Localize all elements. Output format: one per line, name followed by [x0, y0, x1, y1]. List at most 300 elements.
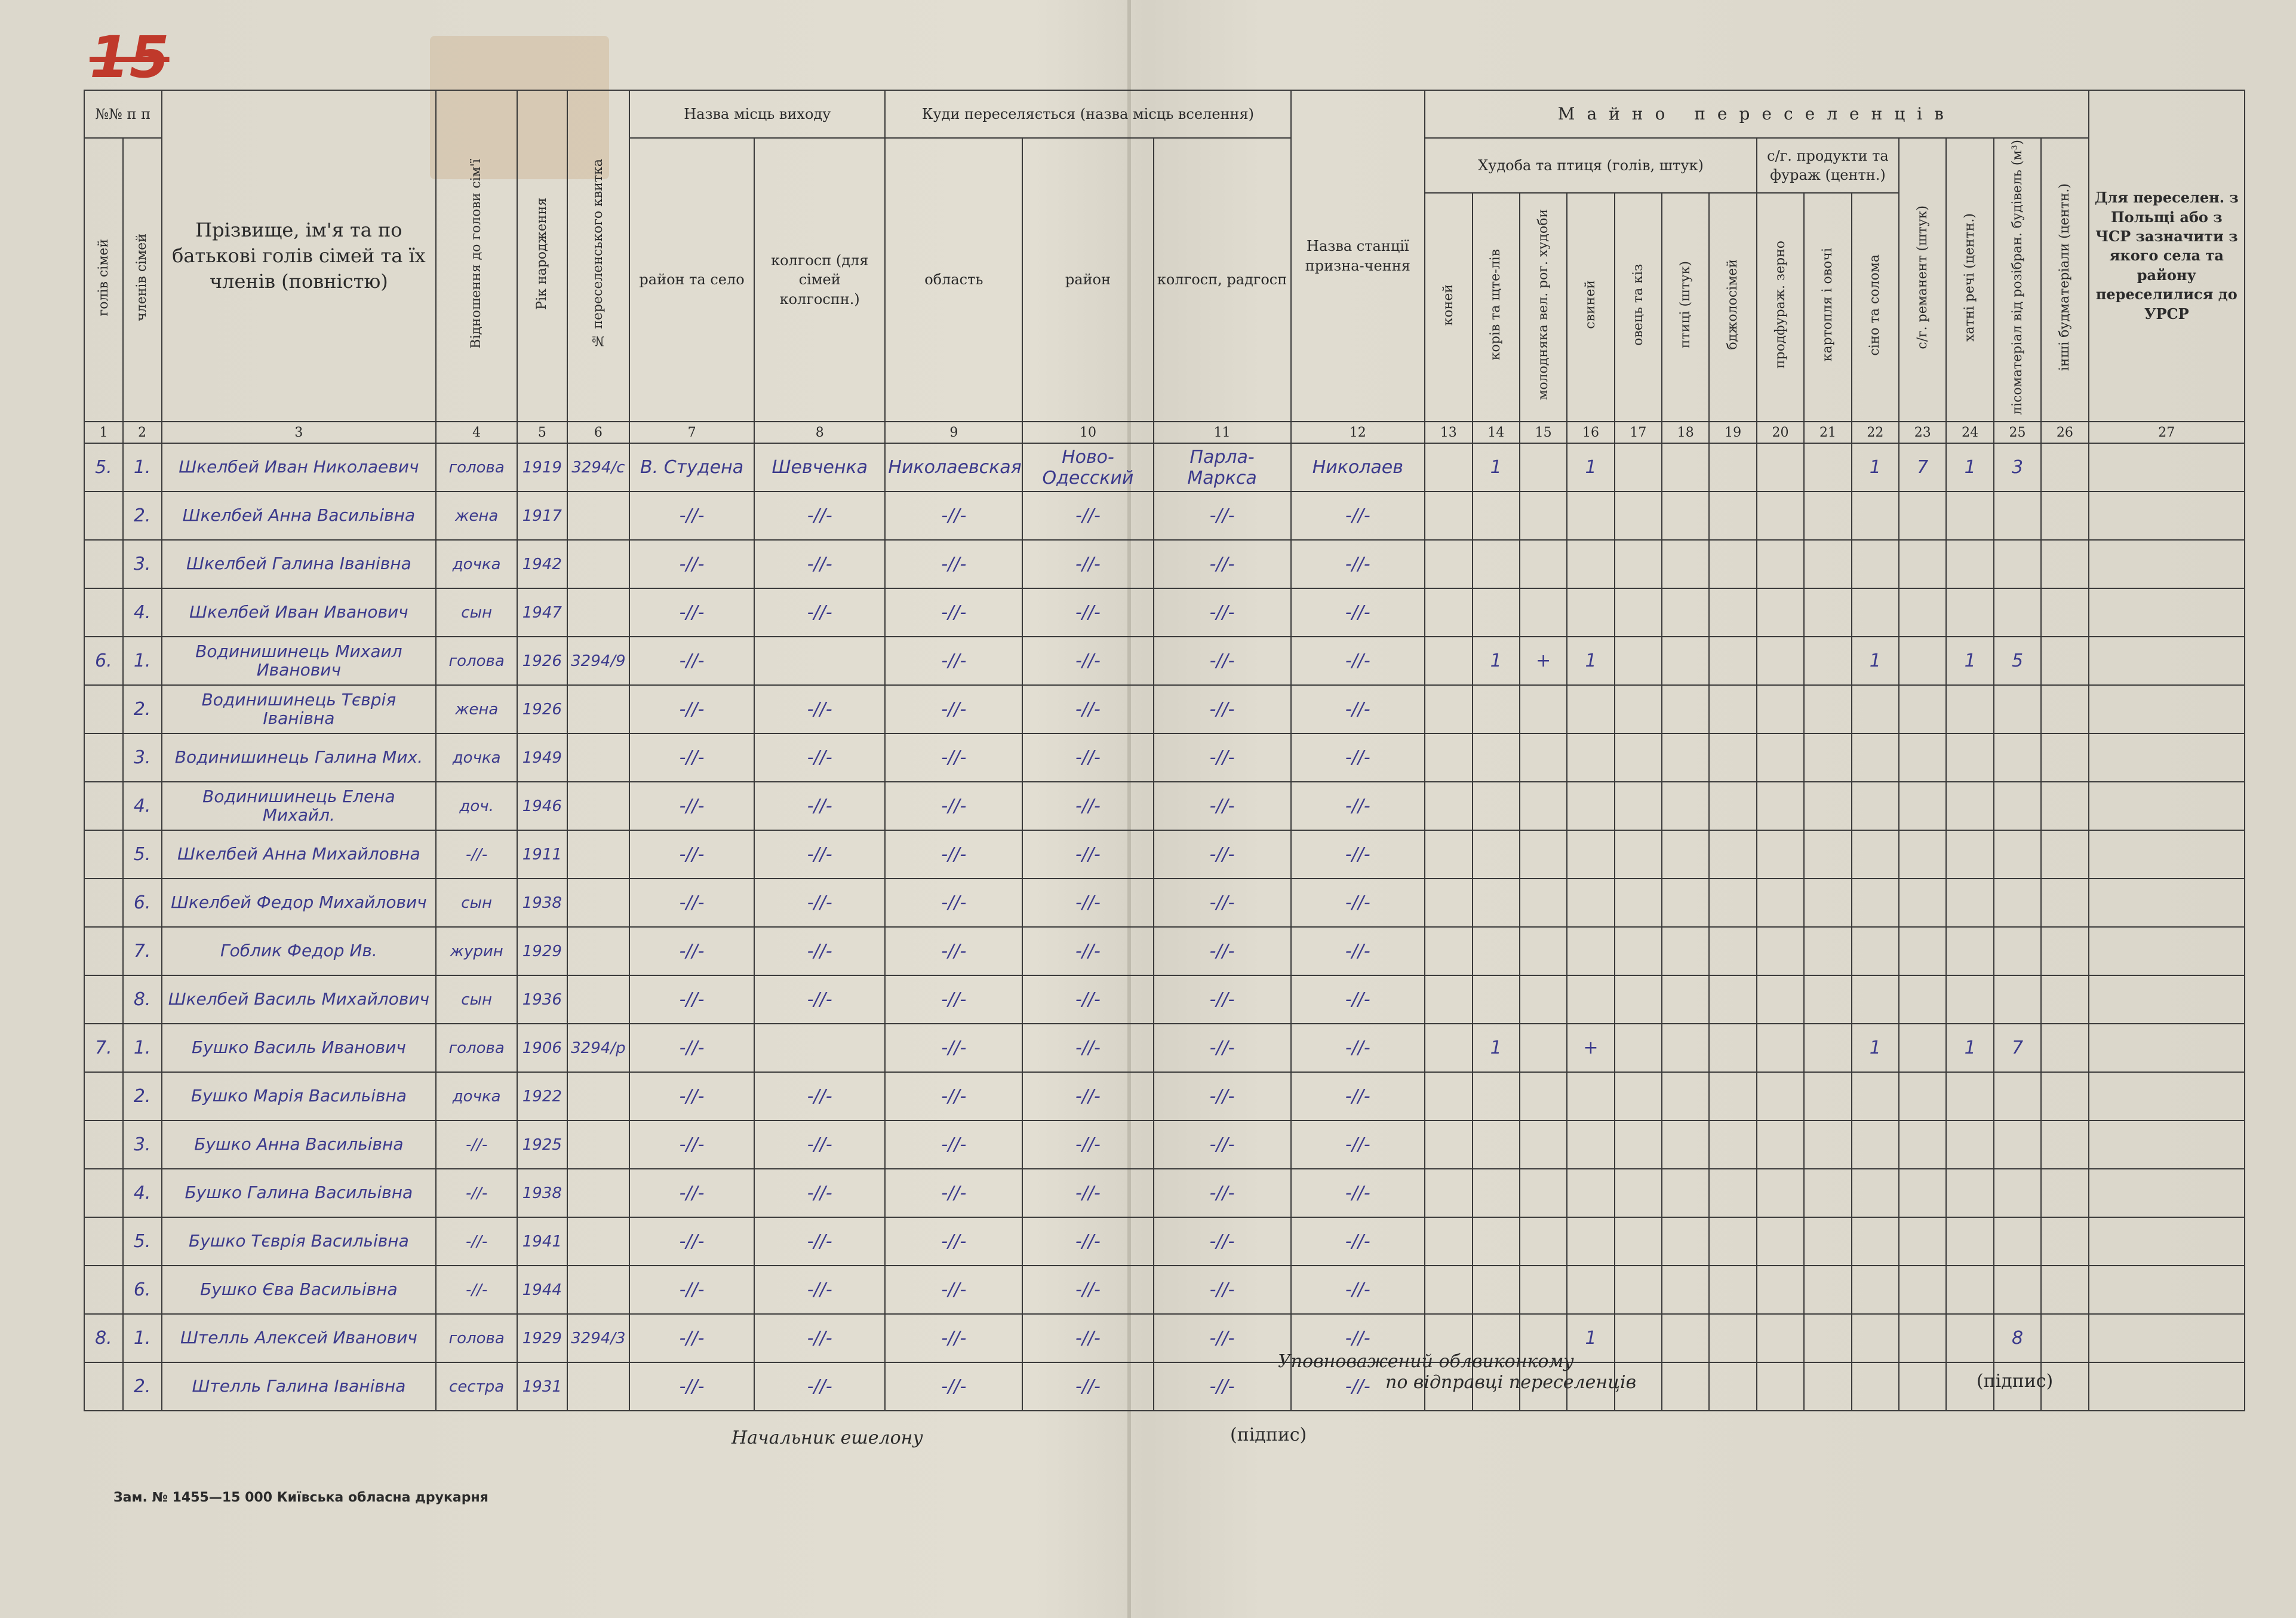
cell-year: 1938: [517, 879, 567, 927]
cell-grain: [1757, 1217, 1804, 1266]
cell-member: 2.: [123, 685, 162, 733]
cell-other: [2041, 588, 2088, 637]
cell-family: [84, 492, 123, 540]
cell-name: Штелль Алексей Иванович: [162, 1314, 437, 1362]
cell-origin: [2089, 927, 2245, 975]
column-number: 13: [1425, 422, 1472, 443]
cell-hay: [1852, 1072, 1899, 1120]
cell-other: [2041, 443, 2088, 492]
cell-origin: [2089, 540, 2245, 588]
cell-kolhosp: -//-: [754, 1120, 885, 1169]
cell-tools: [1899, 879, 1946, 927]
cell-village: -//-: [629, 733, 754, 782]
cell-bees: [1709, 540, 1756, 588]
header-family-heads: голів сімей: [96, 238, 111, 317]
cell-pigs: [1567, 975, 1614, 1024]
column-number: 16: [1567, 422, 1614, 443]
cell-family: [84, 1169, 123, 1217]
cell-tools: [1899, 588, 1946, 637]
cell-bees: [1709, 1024, 1756, 1072]
cell-origin: [2089, 1169, 2245, 1217]
cell-radgosp: -//-: [1154, 588, 1291, 637]
cell-radgosp: -//-: [1154, 733, 1291, 782]
cell-radgosp: -//-: [1154, 1314, 1291, 1362]
cell-potatoes: [1804, 492, 1851, 540]
cell-pigs: [1567, 830, 1614, 879]
cell-origin: [2089, 1266, 2245, 1314]
cell-ticket: [567, 879, 629, 927]
cell-radgosp: -//-: [1154, 975, 1291, 1024]
cell-hay: [1852, 588, 1899, 637]
cell-rel: сестра: [436, 1362, 517, 1411]
cell-hay: [1852, 733, 1899, 782]
cell-family: [84, 975, 123, 1024]
cell-horses: [1425, 927, 1472, 975]
cell-origin: [2089, 588, 2245, 637]
cell-bees: [1709, 782, 1756, 830]
column-number: 15: [1520, 422, 1567, 443]
header-relation: Відношення до голови сім'ї: [469, 158, 484, 349]
cell-kolhosp: -//-: [754, 492, 885, 540]
cell-bees: [1709, 1266, 1756, 1314]
cell-grain: [1757, 492, 1804, 540]
cell-poultry: [1662, 1072, 1709, 1120]
cell-potatoes: [1804, 830, 1851, 879]
cell-sheep: [1615, 1314, 1662, 1362]
cell-rel: сын: [436, 588, 517, 637]
cell-kolhosp: -//-: [754, 1362, 885, 1411]
print-info: Зам. № 1455—15 000 Київська обласна друкарня: [113, 1490, 488, 1505]
table-row: [84, 1362, 2245, 1411]
cell-ticket: 3294/с: [567, 443, 629, 492]
cell-name: Шкелбей Федор Михайлович: [162, 879, 437, 927]
cell-oblast: -//-: [885, 733, 1022, 782]
cell-origin: [2089, 1314, 2245, 1362]
cell-timber: [1994, 1072, 2041, 1120]
cell-origin: [2089, 1024, 2245, 1072]
cell-sheep: [1615, 879, 1662, 927]
cell-origin: [2089, 733, 2245, 782]
cell-sheep: [1615, 1266, 1662, 1314]
cell-young: [1520, 588, 1567, 637]
cell-ticket: [567, 975, 629, 1024]
column-number: 12: [1291, 422, 1425, 443]
cell-cows: [1473, 733, 1520, 782]
cell-poultry: [1662, 1120, 1709, 1169]
cell-grain: [1757, 540, 1804, 588]
cell-grain: [1757, 685, 1804, 733]
cell-cows: [1473, 1169, 1520, 1217]
table-row: [84, 443, 2245, 492]
cell-radgosp: -//-: [1154, 782, 1291, 830]
cell-name: Бушко Василь Иванович: [162, 1024, 437, 1072]
cell-family: [84, 927, 123, 975]
cell-sheep: [1615, 1024, 1662, 1072]
cell-raion: -//-: [1022, 975, 1153, 1024]
cell-raion: -//-: [1022, 733, 1153, 782]
cell-origin: [2089, 443, 2245, 492]
cell-bees: [1709, 1362, 1756, 1411]
column-number: 22: [1852, 422, 1899, 443]
cell-grain: [1757, 879, 1804, 927]
cell-oblast: -//-: [885, 1169, 1022, 1217]
cell-village: -//-: [629, 588, 754, 637]
cell-member: 4.: [123, 782, 162, 830]
cell-young: [1520, 733, 1567, 782]
cell-young: [1520, 927, 1567, 975]
cell-potatoes: [1804, 1072, 1851, 1120]
cell-household: [1946, 1314, 1993, 1362]
cell-family: 8.: [84, 1314, 123, 1362]
cell-year: 1926: [517, 685, 567, 733]
cell-young: [1520, 1072, 1567, 1120]
cell-sheep: [1615, 1169, 1662, 1217]
cell-tools: [1899, 1266, 1946, 1314]
cell-sheep: [1615, 685, 1662, 733]
column-number: 2: [123, 422, 162, 443]
cell-timber: [1994, 733, 2041, 782]
cell-oblast: -//-: [885, 879, 1022, 927]
cell-grain: [1757, 1072, 1804, 1120]
cell-family: 5.: [84, 443, 123, 492]
cell-other: [2041, 782, 2088, 830]
cell-poultry: [1662, 1362, 1709, 1411]
cell-timber: [1994, 1217, 2041, 1266]
cell-oblast: -//-: [885, 588, 1022, 637]
table-row: [84, 975, 2245, 1024]
cell-hay: [1852, 782, 1899, 830]
cell-member: 4.: [123, 1169, 162, 1217]
cell-hay: 1: [1852, 637, 1899, 685]
table-row: [84, 637, 2245, 685]
header-household: хатні речі (центн.): [1962, 213, 1978, 342]
cell-cows: [1473, 830, 1520, 879]
cell-year: 1911: [517, 830, 567, 879]
cell-rel: -//-: [436, 1120, 517, 1169]
cell-village: -//-: [629, 637, 754, 685]
header-tools: с/г. реманент (штук): [1914, 205, 1930, 349]
cell-ticket: 3294/р: [567, 1024, 629, 1072]
cell-bees: [1709, 1217, 1756, 1266]
cell-village: -//-: [629, 1024, 754, 1072]
cell-potatoes: [1804, 879, 1851, 927]
cell-tools: [1899, 540, 1946, 588]
cell-oblast: -//-: [885, 975, 1022, 1024]
cell-pigs: [1567, 1072, 1614, 1120]
cell-kolhosp: -//-: [754, 1072, 885, 1120]
cell-name: Шкелбей Иван Иванович: [162, 588, 437, 637]
column-number-row: [84, 422, 2245, 443]
cell-tools: [1899, 1120, 1946, 1169]
cell-member: 4.: [123, 588, 162, 637]
cell-horses: [1425, 492, 1472, 540]
cell-raion: -//-: [1022, 637, 1153, 685]
cell-year: 1941: [517, 1217, 567, 1266]
column-number: 23: [1899, 422, 1946, 443]
cell-potatoes: [1804, 927, 1851, 975]
cell-rel: дочка: [436, 733, 517, 782]
column-number: 5: [517, 422, 567, 443]
cell-radgosp: -//-: [1154, 1072, 1291, 1120]
cell-poultry: [1662, 492, 1709, 540]
table-row: [84, 1266, 2245, 1314]
cell-household: [1946, 1266, 1993, 1314]
cell-radgosp: -//-: [1154, 1024, 1291, 1072]
cell-household: 1: [1946, 443, 1993, 492]
cell-year: 1929: [517, 1314, 567, 1362]
cell-cows: 1: [1473, 1024, 1520, 1072]
cell-other: [2041, 927, 2088, 975]
cell-cows: 1: [1473, 443, 1520, 492]
cell-kolhosp: -//-: [754, 733, 885, 782]
cell-member: 1.: [123, 1024, 162, 1072]
cell-name: Шкелбей Галина Іванівна: [162, 540, 437, 588]
header-other-materials: інші будматеріали (центн.): [2057, 183, 2073, 372]
cell-raion: -//-: [1022, 782, 1153, 830]
cell-rel: дочка: [436, 540, 517, 588]
cell-year: 1949: [517, 733, 567, 782]
cell-origin: [2089, 1072, 2245, 1120]
cell-tools: 7: [1899, 443, 1946, 492]
cell-household: [1946, 685, 1993, 733]
cell-ticket: [567, 1120, 629, 1169]
cell-station: -//-: [1291, 733, 1425, 782]
cell-ticket: [567, 588, 629, 637]
cell-radgosp: -//-: [1154, 492, 1291, 540]
cell-oblast: -//-: [885, 782, 1022, 830]
cell-kolhosp: -//-: [754, 927, 885, 975]
cell-ticket: 3294/3: [567, 1314, 629, 1362]
cell-raion: -//-: [1022, 879, 1153, 927]
cell-household: [1946, 1169, 1993, 1217]
cell-pigs: [1567, 492, 1614, 540]
cell-hay: [1852, 1266, 1899, 1314]
cell-tools: [1899, 975, 1946, 1024]
cell-rel: сын: [436, 879, 517, 927]
cell-station: -//-: [1291, 1362, 1425, 1411]
cell-hay: [1852, 1169, 1899, 1217]
cell-bees: [1709, 443, 1756, 492]
cell-poultry: [1662, 1024, 1709, 1072]
cell-year: 1931: [517, 1362, 567, 1411]
cell-horses: [1425, 1217, 1472, 1266]
cell-station: -//-: [1291, 637, 1425, 685]
cell-other: [2041, 1024, 2088, 1072]
header-district-village: район та село: [629, 138, 754, 422]
cell-grain: [1757, 1266, 1804, 1314]
cell-radgosp: -//-: [1154, 927, 1291, 975]
header-full-name: Прізвище, ім'я та по батькові голів сімей та їх членів (повністю): [162, 90, 437, 422]
cell-year: 1944: [517, 1266, 567, 1314]
cell-grain: [1757, 1314, 1804, 1362]
column-number: 4: [436, 422, 517, 443]
cell-hay: [1852, 879, 1899, 927]
column-number: 18: [1662, 422, 1709, 443]
cell-poultry: [1662, 637, 1709, 685]
cell-raion: -//-: [1022, 1314, 1153, 1362]
cell-pigs: [1567, 588, 1614, 637]
cell-timber: [1994, 492, 2041, 540]
cell-name: Водинишинець Елена Михайл.: [162, 782, 437, 830]
header-young-cattle: молодняка вел. рог. худоби: [1535, 209, 1551, 401]
cell-household: [1946, 1217, 1993, 1266]
cell-sheep: [1615, 637, 1662, 685]
header-oblast: область: [885, 138, 1022, 422]
cell-pigs: [1567, 782, 1614, 830]
cell-raion: -//-: [1022, 927, 1153, 975]
cell-rel: -//-: [436, 1217, 517, 1266]
cell-timber: 5: [1994, 637, 2041, 685]
cell-year: 1919: [517, 443, 567, 492]
cell-cows: [1473, 879, 1520, 927]
table-row: [84, 830, 2245, 879]
cell-station: -//-: [1291, 540, 1425, 588]
cell-rel: доч.: [436, 782, 517, 830]
cell-member: 5.: [123, 830, 162, 879]
cell-ticket: [567, 927, 629, 975]
cell-tools: [1899, 1362, 1946, 1411]
cell-rel: сын: [436, 975, 517, 1024]
header-hay: сіно та солома: [1867, 254, 1883, 356]
register-body: [84, 443, 2245, 1411]
cell-bees: [1709, 1314, 1756, 1362]
cell-raion: -//-: [1022, 1266, 1153, 1314]
cell-other: [2041, 1266, 2088, 1314]
cell-sheep: [1615, 588, 1662, 637]
cell-origin: [2089, 637, 2245, 685]
cell-origin: [2089, 492, 2245, 540]
cell-bees: [1709, 733, 1756, 782]
header-timber: лісоматеріал від розібран. будівель (м³): [2009, 140, 2025, 415]
cell-horses: [1425, 975, 1472, 1024]
cell-horses: [1425, 1024, 1472, 1072]
cell-horses: [1425, 1072, 1472, 1120]
cell-ticket: [567, 830, 629, 879]
cell-village: -//-: [629, 1072, 754, 1120]
table-row: [84, 1072, 2245, 1120]
column-number: 7: [629, 422, 754, 443]
cell-oblast: -//-: [885, 1072, 1022, 1120]
cell-family: [84, 1072, 123, 1120]
column-number: 14: [1473, 422, 1520, 443]
header-cows: корів та щте-лів: [1488, 249, 1504, 361]
cell-radgosp: -//-: [1154, 1362, 1291, 1411]
header-potatoes: картопля і овочі: [1820, 248, 1836, 362]
cell-station: Николаев: [1291, 443, 1425, 492]
cell-poultry: [1662, 1314, 1709, 1362]
cell-raion: Ново-Одесский: [1022, 443, 1153, 492]
cell-rel: голова: [436, 443, 517, 492]
cell-household: [1946, 782, 1993, 830]
cell-tools: [1899, 685, 1946, 733]
cell-cows: [1473, 540, 1520, 588]
column-number: 21: [1804, 422, 1851, 443]
cell-tools: [1899, 830, 1946, 879]
cell-tools: [1899, 492, 1946, 540]
cell-name: Шкелбей Иван Николаевич: [162, 443, 437, 492]
cell-potatoes: [1804, 1120, 1851, 1169]
cell-grain: [1757, 443, 1804, 492]
column-number: 19: [1709, 422, 1756, 443]
cell-sheep: [1615, 1217, 1662, 1266]
cell-household: [1946, 975, 1993, 1024]
cell-household: [1946, 830, 1993, 879]
cell-other: [2041, 1217, 2088, 1266]
cell-cows: [1473, 1217, 1520, 1266]
cell-hay: [1852, 830, 1899, 879]
cell-station: -//-: [1291, 1169, 1425, 1217]
cell-member: 5.: [123, 1217, 162, 1266]
cell-family: [84, 588, 123, 637]
cell-kolhosp: -//-: [754, 879, 885, 927]
cell-member: 3.: [123, 540, 162, 588]
cell-young: +: [1520, 637, 1567, 685]
cell-potatoes: [1804, 443, 1851, 492]
cell-horses: [1425, 879, 1472, 927]
table-row: [84, 927, 2245, 975]
cell-origin: [2089, 685, 2245, 733]
cell-poultry: [1662, 685, 1709, 733]
cell-station: -//-: [1291, 830, 1425, 879]
column-number: 17: [1615, 422, 1662, 443]
cell-potatoes: [1804, 1266, 1851, 1314]
cell-hay: [1852, 1217, 1899, 1266]
chief-label: Начальник ешелону: [731, 1427, 923, 1448]
cell-household: [1946, 588, 1993, 637]
cell-raion: -//-: [1022, 1169, 1153, 1217]
cell-name: Бушко Тєврія Васильівна: [162, 1217, 437, 1266]
cell-young: [1520, 830, 1567, 879]
cell-pigs: 1: [1567, 637, 1614, 685]
cell-name: Водинишинець Галина Мих.: [162, 733, 437, 782]
cell-village: -//-: [629, 1362, 754, 1411]
cell-station: -//-: [1291, 1217, 1425, 1266]
cell-hay: [1852, 1362, 1899, 1411]
cell-oblast: -//-: [885, 637, 1022, 685]
cell-origin: [2089, 830, 2245, 879]
cell-other: [2041, 685, 2088, 733]
column-number: 6: [567, 422, 629, 443]
cell-village: -//-: [629, 975, 754, 1024]
cell-ticket: [567, 492, 629, 540]
cell-member: 7.: [123, 927, 162, 975]
cell-year: 1917: [517, 492, 567, 540]
cell-pigs: [1567, 927, 1614, 975]
cell-timber: 8: [1994, 1314, 2041, 1362]
cell-sheep: [1615, 927, 1662, 975]
cell-young: [1520, 685, 1567, 733]
cell-village: -//-: [629, 492, 754, 540]
cell-station: -//-: [1291, 685, 1425, 733]
cell-member: 6.: [123, 1266, 162, 1314]
cell-kolhosp: -//-: [754, 588, 885, 637]
cell-radgosp: -//-: [1154, 540, 1291, 588]
cell-bees: [1709, 685, 1756, 733]
table-row: [84, 879, 2245, 927]
cell-year: 1942: [517, 540, 567, 588]
cell-pigs: [1567, 1169, 1614, 1217]
authorized-label: Уповноважений облвиконкому: [1278, 1351, 1574, 1372]
cell-year: 1946: [517, 782, 567, 830]
cell-origin: [2089, 1362, 2245, 1411]
table-row: [84, 685, 2245, 733]
cell-ticket: [567, 685, 629, 733]
cell-potatoes: [1804, 975, 1851, 1024]
cell-potatoes: [1804, 782, 1851, 830]
cell-village: -//-: [629, 685, 754, 733]
cell-horses: [1425, 540, 1472, 588]
cell-sheep: [1615, 830, 1662, 879]
